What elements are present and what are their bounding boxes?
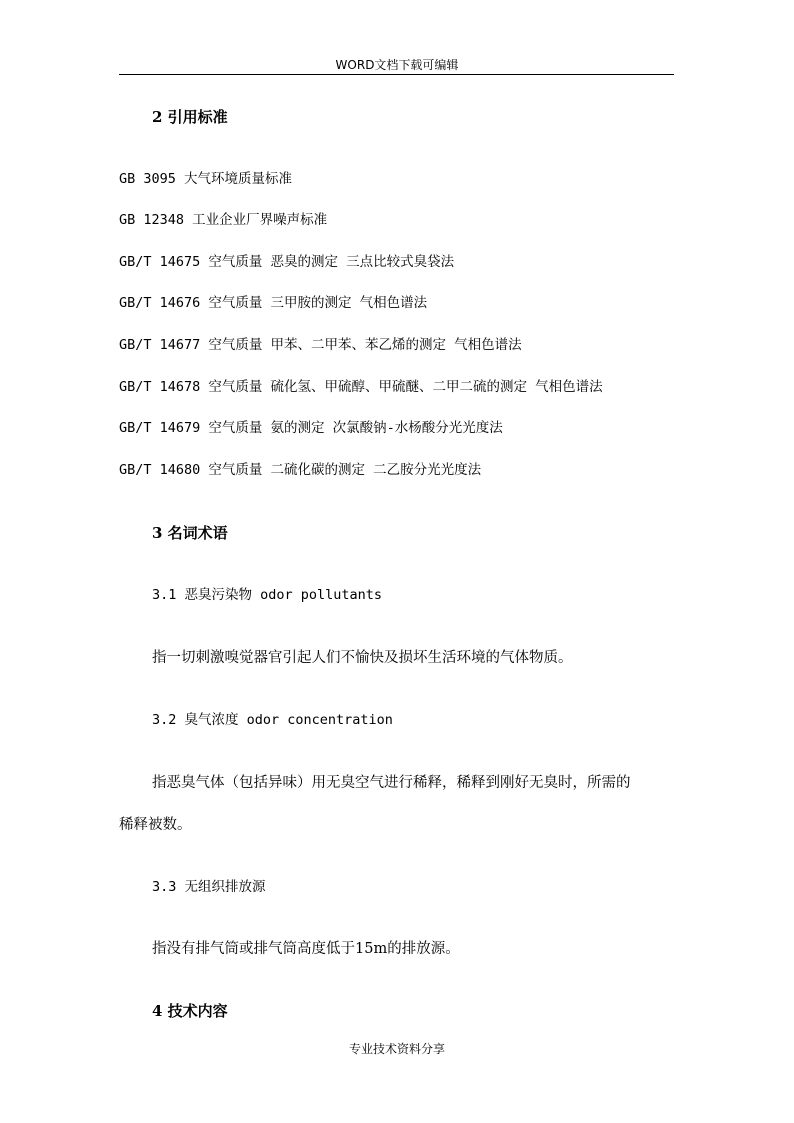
standard-item: GB 3095 大气环境质量标准	[119, 171, 293, 187]
section-2-heading: 2 引用标准	[152, 108, 228, 126]
header-rule	[119, 74, 674, 75]
standard-item: GB/T 14679 空气质量 氨的测定 次氯酸钠-水杨酸分光光度法	[119, 420, 503, 436]
term-title: 3.2 臭气浓度 odor concentration	[152, 712, 393, 728]
standard-item: GB/T 14677 空气质量 甲苯、二甲苯、苯乙烯的测定 气相色谱法	[119, 337, 522, 353]
page-footer: 专业技术资料分享	[348, 1042, 445, 1056]
standard-item: GB/T 14675 空气质量 恶臭的测定 三点比较式臭袋法	[119, 254, 455, 270]
standard-item: GB 12348 工业企业厂界噪声标准	[119, 212, 328, 228]
term-title: 3.1 恶臭污染物 odor pollutants	[152, 587, 383, 603]
standard-item: GB/T 14680 空气质量 二硫化碳的测定 二乙胺分光光度法	[119, 462, 482, 478]
term-title: 3.3 无组织排放源	[152, 879, 266, 895]
term-definition: 指一切刺激嗅觉器官引起人们不愉快及损坏生活环境的气体物质。	[152, 650, 573, 666]
standard-item: GB/T 14678 空气质量 硫化氢、甲硫醇、甲硫醚、二甲二硫的测定 气相色谱法	[119, 379, 603, 395]
term-definition: 指恶臭气体（包括异味）用无臭空气进行稀释，稀释到刚好无臭时，所需的	[152, 775, 631, 791]
term-definition: 指没有排气筒或排气筒高度低于15m的排放源。	[152, 941, 460, 957]
term-definition-continued: 稀释被数。	[119, 817, 192, 833]
section-3-heading: 3 名词术语	[152, 524, 228, 542]
section-4-heading: 4 技术内容	[152, 1002, 228, 1020]
page-header: WORD文档下载可编辑	[335, 58, 459, 72]
standard-item: GB/T 14676 空气质量 三甲胺的测定 气相色谱法	[119, 295, 428, 311]
